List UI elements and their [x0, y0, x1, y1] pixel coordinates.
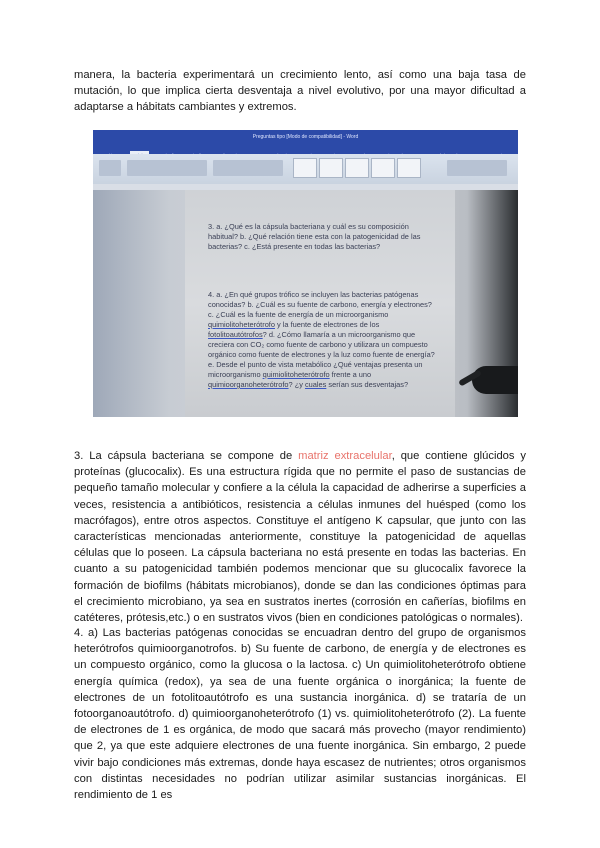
- style-sin-espacio: [319, 158, 343, 178]
- answer-4-paragraph: 4. a) Las bacterias patógenas conocidas se encuadran dentro del grupo de organismos heterótrofos quimioorganotrofos. b) Su fuente de carbono, de energía y de electrones es un compuesto orgánico, como la glucosa o la lactosa. c) Un quimiolitoheterótrofo obtiene energía química (redox), ya sea de una fuente orgánica o inorgánica; la fuente de electrones de un fotolitoautótrofo es una sustancia inorgánica. d) se trataría de un fotoorganoautótrofo. d) quimioorganoheterótrofo (1) vs. quimiolitoheterótrofo (2). La fuente de electrones de 1 es orgánica, de modo que sacará más provecho (mayor rendimiento) que 2, ya que este adquiere electrones de una fuente inorgánica. Sin embargo, 2 puede vivir bajo condiciones más extremas, donde haya escasez de nutrientes; otros organismos con distintas necesidades no podrían utilizar asimilar sustancias inorgánicas. El rendimiento de 1 es: [74, 627, 526, 802]
- font-block: [127, 160, 207, 176]
- word-title-bar: Preguntas tipo [Modo de compatibilidad] - Word: [93, 130, 518, 144]
- question-3: 3. a. ¿Qué es la cápsula bacteriana y cuál es su composición habitual? b. ¿Qué relación tiene esta con la patogenicidad de las bacterias? c. ¿Está presente en todas las bacterias?: [208, 222, 421, 251]
- answer-3-paragraph: 3. La cápsula bacteriana se compone de matriz extracelular, que contiene glúcidos y proteínas (glucocalix). Es una estructura rígida que no permite el paso de sustancias de pequeño tamaño molecular y confiere a la célula la capacidad de adherirse a superficies a veces, resistencia a antibióticos, resistencia a células inmunes del huésped (como los macrófagos), entre otros aspectos. Constituye el antígeno K capsular, que junto con las características mencionadas anteriormente, constituye la patogenicidad de aquellas células que lo poseen. La cápsula bacteriana no está presente en todas las bacterias. En cuanto a su patogenicidad también podemos mencionar que su glucocalix favorece la formación de biofilms (hábitats microbianos), donde se dan las condiciones óptimas para el crecimiento microbiano, ya sea en sustratos inertes (corrosión en cañerías, biofilms en catéteres, prótesis,etc.) o en sustratos vivos (bien en condiciones patológicas o normales).: [74, 450, 526, 625]
- style-titulo: [397, 158, 421, 178]
- style-titulo-1: [345, 158, 369, 178]
- paste-block: [99, 160, 121, 176]
- style-titulo-2: [371, 158, 395, 178]
- paragraph-block: [213, 160, 283, 176]
- question-4: 4. a. ¿En qué grupos trófico se incluyen las bacterias patógenas conocidas? b. ¿Cuál es su fuente de carbono, energía y electrones? c. ¿Cuál es la fuente de energía de un microorganismo quimiolitoheterótrofo y la fuente de electrones de los fotolitoautótrofos? d. ¿Cómo llamaría a un microorganismo que creciera con CO₂ como fuente de carbono y utilizara un compuesto orgánico como fuente de electrones y la luz como fuente de energía? e. Desde el punto de vista metabólico ¿Qué ventajas presenta un microorganismo quimiolitoheterótrofo frente a uno quimioorganoheterótrofo? ¿y cuales serían sus desventajas?: [208, 290, 435, 389]
- edit-block: [447, 160, 507, 176]
- style-normal: [293, 158, 317, 178]
- ribbon: [93, 154, 518, 184]
- intro-paragraph: manera, la bacteria experimentará un crecimiento lento, así como una baja tasa de mutación, lo que implica cierta desventaja a nivel evolutivo, por una mayor dificultad a adaptarse a hábitats cambiantes y extremos.: [74, 69, 526, 114]
- monitor-photo: [93, 130, 518, 417]
- ribbon-tabs: [93, 144, 518, 154]
- matriz-extracelular-link[interactable]: matriz extracelular: [298, 450, 392, 462]
